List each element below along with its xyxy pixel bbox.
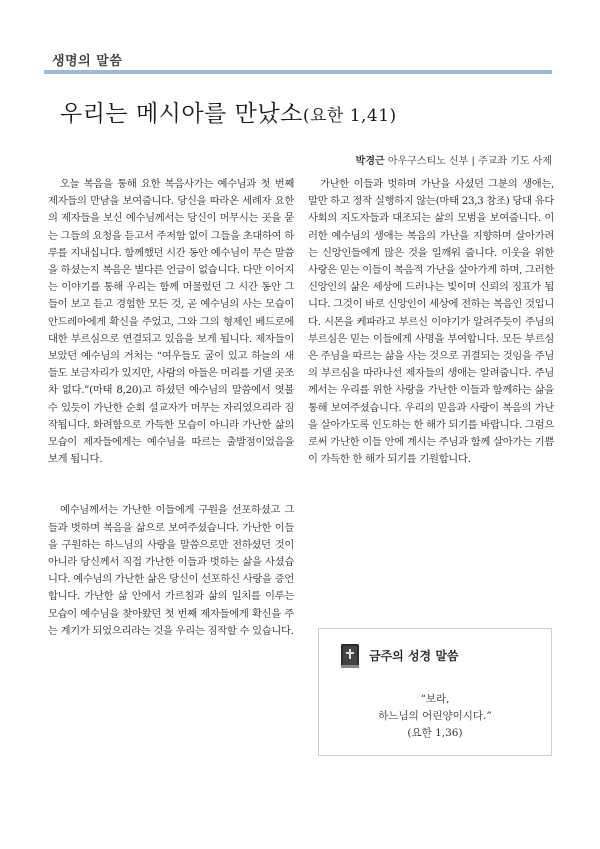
article-title xyxy=(60,95,560,128)
paragraph: 오늘 복음을 통해 요한 복음사가는 예수님과 첫 번째 제자들의 만남을 보여줍니다. 당신을 따라온 세례자 요한의 제자들을 보신 예수님께서는 당신이 머무시는 곳을 묻는 그들의 요청을 듣고서 주저함 없이 그들을 초대하여 하루를 지내십니다. 함께했던 시간 동안 예수님이 무슨 말씀을 하셨는지 복음은 별다른 언급이 없습니다. 다만 이어지는 이야기를 통해 우리는 함께 머물렀던 그 시간 동안 그들이 보고 듣고 경험한 모든 것, 곧 예수님의 사는 모습이 안드레아에게 확신을 주었고, 그와 그의 형제인 베드로에 대한 부르심으로 연결되고 있음을 보게 됩니다. 제자들이 보았던 예수님의 거처는 “여우들도 굴이 있고 하늘의 새들도 보금자리가 있지만, 사람의 아들은 머리를 기댈 곳조차 없다.”(마태 8,20)고 하셨던 예수님의 말씀에서 엿볼 수 있듯이 가난한 순회 설교자가 머무는 자리였으리라 짐작됩니다. 화려함으로 가득한 모습이 아니라 가난한 삶의 모습이 제자들에게는 예수님을 따르는 출발점이었음을 보게 됩니다. xyxy=(48,178,294,466)
bible-verse xyxy=(319,691,551,742)
header-rule xyxy=(44,70,552,74)
bible-heading: 금주의 성경 말씀 xyxy=(369,649,459,663)
verse-line: 하느님의 어린양이시다.” xyxy=(378,710,492,722)
paragraph: 가난한 이들과 벗하며 가난을 사셨던 그분의 생애는, 말만 하고 정작 실행하지 않는(마태 23,3 참조) 당대 유다 사회의 지도자들과 대조되는 삶의 모범을 보여줍니다. 이러한 예수님의 생애는 복음의 가난을 지향하며 살아가려는 신앙인들에게 많은 것을 일깨워 줍니다. 이웃을 위한 사랑은 믿는 이들이 복음적 가난을 살아가게 하며, 그러한 신앙인의 삶은 세상에 드러나는 빛이며 신뢰의 징표가 됩니다. 그것이 바로 신앙인이 세상에 전하는 복음인 것입니다. 시몬을 케파라고 부르신 이야기가 알려주듯이 주님의 부르심은 믿는 이들에게 사명을 부여합니다. 모든 부르심은 주님을 따르는 삶을 사는 것으로 귀결되는 것임을 주님의 부르심을 따라나선 제자들의 생애는 알려줍니다. 주님께서는 우리를 위한 사랑을 가난한 이들과 함께하는 삶을 통해 보여주셨습니다. 우리의 믿음과 사랑이 복음의 가난을 살아가도록 인도하는 한 해가 되기를 바랍니다. 그럼으로써 가난한 이들 안에 계시는 주님과 함께 살아가는 기쁨이 가득한 한 해가 되기를 기원합니다. xyxy=(308,178,554,466)
bible-icon xyxy=(339,643,361,669)
verse-line: “보라, xyxy=(420,693,450,705)
right-column xyxy=(308,176,554,468)
title-reference: (요한 1,41) xyxy=(302,106,397,126)
title-text: 우리는 메시아를 만났소 xyxy=(60,101,303,127)
left-column xyxy=(48,176,294,640)
author-name: 박경근 xyxy=(355,156,385,167)
verse-reference: (요한 1,36) xyxy=(407,727,463,739)
bible-verse-box xyxy=(318,628,552,756)
section-label: 생명의 말씀 xyxy=(52,54,123,69)
author-title: 아우구스티노 신부 | 주교좌 기도 사제 xyxy=(384,156,552,167)
paragraph: 예수님께서는 가난한 이들에게 구원을 선포하셨고 그들과 벗하며 복음을 삶으로 보여주셨습니다. 가난한 이들을 구원하는 하느님의 사랑을 말씀으로만 전하셨던 것이 아니라 당신께서 직접 가난한 이들과 벗하는 삶을 사셨습니다. 예수님의 가난한 삶은 당신이 선포하신 사랑을 증언합니다. 가난한 삶 안에서 가르침과 삶의 일치를 이루는 모습이 예수님을 찾아왔던 첫 번째 제자들에게 확신을 주는 계기가 되었으리라는 것을 우리는 짐작할 수 있습니다. xyxy=(48,504,294,637)
byline xyxy=(356,152,552,167)
